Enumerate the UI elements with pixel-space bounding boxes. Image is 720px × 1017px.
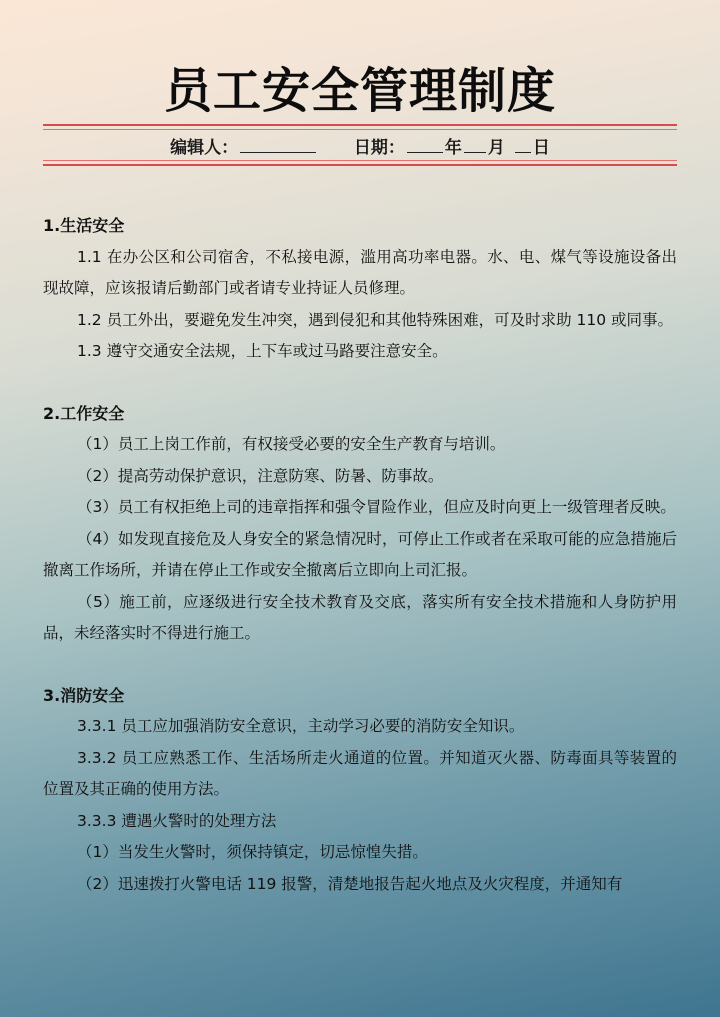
paragraph: 1.3 遵守交通安全法规，上下车或过马路要注意安全。	[77, 342, 448, 360]
section-heading: 3.消防安全	[43, 685, 125, 705]
paragraph: （5）施工前，应逐级进行安全技术教育及交底，落实所有安全技术措施和人身防护用品，未经落实时不得进行施工。	[43, 592, 677, 642]
paragraph: 1.2 员工外出，要避免发生冲突，遇到侵犯和其他特殊困难，可及时求助 110 或同事。	[77, 310, 674, 329]
paragraph: （3）员工有权拒绝上司的违章指挥和强令冒险作业，但应及时向更上一级管理者反映。	[77, 498, 676, 516]
paragraph: 3.3.2 员工应熟悉工作、生活场所走火通道的位置。并知道灭火器、防毒面具等装置的位置及其正确的使用方法。	[43, 748, 677, 798]
month-blank	[464, 138, 486, 153]
paragraph: 1.1 在办公区和公司宿舍，不私接电源，滥用高功率电器。水、电、煤气等设施设备出现故障，应该报请后勤部门或者请专业持证人员修理。	[43, 247, 677, 297]
paragraph: 3.3.3 遭遇火警时的处理方法	[77, 811, 277, 830]
paragraph: （1）当发生火警时，须保持镇定，切忌惊惶失措。	[77, 843, 428, 861]
paragraph: 3.3.1 员工应加强消防安全意识，主动学习必要的消防安全知识。	[77, 717, 525, 735]
paragraph: （2）迅速拨打火警电话 119 报警，清楚地报告起火地点及火灾程度，并通知有	[77, 874, 623, 893]
section-heading: 2.工作安全	[43, 403, 125, 423]
bottom-divider-line-thin	[43, 160, 677, 161]
editor-blank	[240, 138, 316, 153]
bottom-divider-line	[43, 164, 677, 166]
paragraph: （2）提高劳动保护意识，注意防寒、防暑、防事故。	[77, 466, 444, 485]
editor-date-line	[0, 133, 720, 158]
document-title: 员工安全管理制度	[163, 63, 556, 119]
day-label: 日	[532, 138, 550, 158]
document-body	[43, 210, 677, 900]
top-divider-line-thin	[43, 129, 677, 130]
paragraph: （4）如发现直接危及人身安全的紧急情况时，可停止工作或者在采取可能的应急措施后撤离工作场所，并请在停止工作或安全撤离后立即向上司汇报。	[43, 529, 677, 579]
section-fire-safety	[43, 680, 677, 901]
month-label: 月	[487, 138, 505, 158]
section-life-safety	[43, 210, 677, 368]
year-label: 年	[444, 138, 462, 158]
paragraph: （1）员工上岗工作前，有权接受必要的安全生产教育与培训。	[77, 435, 506, 453]
day-blank	[515, 138, 531, 153]
date-label: 日期：	[353, 138, 405, 158]
top-divider-line	[43, 124, 677, 126]
year-blank	[407, 138, 443, 153]
editor-label: 编辑人：	[170, 138, 239, 158]
section-work-safety	[43, 398, 677, 650]
section-heading: 1.生活安全	[43, 216, 125, 235]
